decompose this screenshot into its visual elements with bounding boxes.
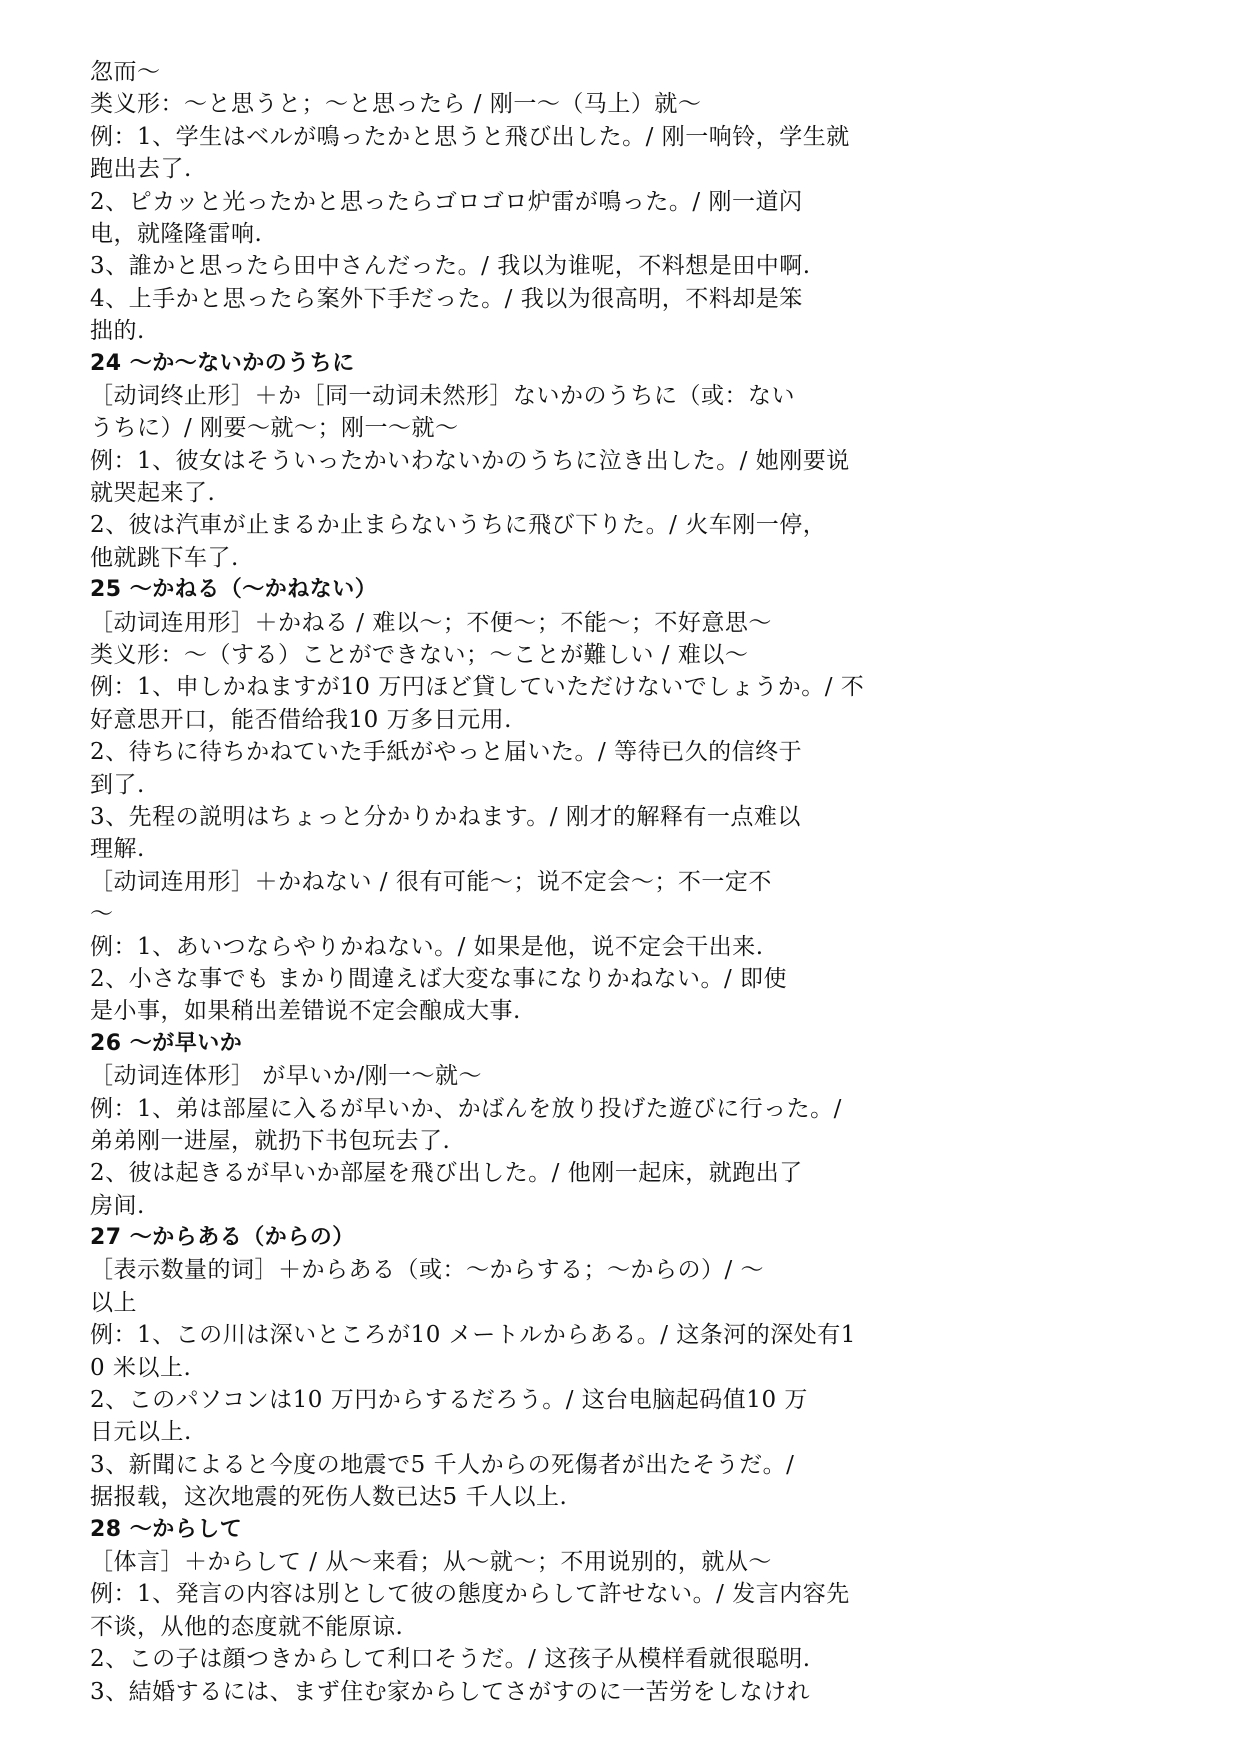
text-line: 4、上手かと思ったら案外下手だった。/ 我以为很高明，不料却是笨: [90, 285, 803, 312]
text-line: 3、誰かと思ったら田中さんだった。/ 我以为谁呢，不料想是田中啊.: [90, 253, 811, 280]
text-line: 拙的.: [90, 318, 145, 345]
text-line: 3、結婚するには、まず住む家からしてさがすのに一苦労をしなけれ: [90, 1678, 811, 1705]
text-line: 例：1、弟は部屋に入るが早いか、かばんを放り投げた遊びに行った。/: [90, 1095, 842, 1122]
text-line: ［动词终止形］＋か［同一动词未然形］ないかのうちに（或：ない: [90, 382, 795, 409]
text-line: 日元以上.: [90, 1419, 192, 1446]
text-line: 类义形：～と思うと；～と思ったら / 刚一～（马上）就～: [90, 91, 702, 118]
text-line: 跑出去了.: [90, 156, 192, 183]
text-line: 2、この子は顔つきからして利口そうだ。/ 这孩子从模样看就很聪明.: [90, 1646, 811, 1673]
text-line: 2、ピカッと光ったかと思ったらゴロゴロ炉雷が鳴った。/ 刚一道闪: [90, 188, 803, 215]
text-line: 以上: [90, 1289, 137, 1316]
text-line: 例：1、発言の内容は別として彼の態度からして許せない。/ 发言内容先: [90, 1581, 850, 1608]
text-line: 是小事，如果稍出差错说不定会酿成大事.: [90, 998, 521, 1025]
text-line: 弟弟刚一进屋，就扔下书包玩去了.: [90, 1127, 451, 1154]
text-line: 类义形：～（する）ことができない；～ことが難しい / 难以～: [90, 642, 749, 669]
text-line: 就哭起来了.: [90, 480, 216, 507]
text-line: 忽而～: [90, 59, 161, 85]
text-line: 例：1、学生はベルが鳴ったかと思うと飛び出した。/ 刚一响铃，学生就: [90, 123, 850, 150]
text-line: ［动词连用形］＋かねる / 难以～；不便～；不能～；不好意思～: [90, 609, 772, 636]
text-line: 2、彼は起きるが早いか部屋を飛び出した。/ 他刚一起床，就跑出了: [90, 1160, 803, 1187]
text-line: 例：1、この川は深いところが10 メートルからある。/ 这条河的深处有1: [90, 1322, 856, 1349]
text-line: 例：1、申しかねますが10 万円ほど貸していただけないでしょうか。/ 不: [90, 674, 865, 701]
section-heading: 26 ～が早いか: [90, 1030, 243, 1056]
text-line: 据报载，这次地震的死伤人数已达5 千人以上.: [90, 1484, 568, 1511]
text-line: 2、このパソコンは10 万円からするだろう。/ 这台电脑起码值10 万: [90, 1387, 808, 1414]
text-line: 他就跳下车了.: [90, 544, 239, 571]
document-page: [90, 56, 1140, 1708]
text-line: ［动词连用形］＋かねない / 很有可能～；说不定会～；不一定不: [90, 868, 772, 895]
section-heading: 24 ～か～ないかのうちに: [90, 350, 355, 376]
text-line: ［表示数量的词］＋からある（或：～からする；～からの）/ ～: [90, 1257, 765, 1284]
text-line: 房间.: [90, 1192, 145, 1219]
section-heading: 25 ～かねる（～かねない）: [90, 577, 378, 603]
text-line: 不谈，从他的态度就不能原谅.: [90, 1613, 404, 1640]
text-line: 理解.: [90, 836, 145, 863]
text-line: 到了.: [90, 771, 145, 798]
text-line: うちに）/ 刚要～就～；刚一～就～: [90, 415, 459, 442]
section-heading: 28 ～からして: [90, 1516, 243, 1542]
text-line: 电，就隆隆雷响.: [90, 220, 263, 247]
text-line: 例：1、あいつならやりかねない。/ 如果是他，说不定会干出来.: [90, 933, 764, 960]
text-line: 2、小さな事でも まかり間違えば大変な事になりかねない。/ 即使: [90, 965, 788, 992]
text-line: 2、彼は汽車が止まるか止まらないうちに飛び下りた。/ 火车刚一停，: [90, 512, 827, 539]
text-line: 2、待ちに待ちかねていた手紙がやっと届いた。/ 等待已久的信终于: [90, 739, 803, 766]
section-heading: 27 ～からある（からの）: [90, 1225, 355, 1251]
text-line: ［动词连体形］ が早いか/刚一～就～: [90, 1063, 483, 1090]
text-line: 0 米以上.: [90, 1354, 192, 1381]
text-line: 好意思开口，能否借给我10 万多日元用.: [90, 706, 512, 733]
text-line: ～: [90, 901, 114, 928]
text-line: ［体言］＋からして / 从～来看；从～就～；不用说别的，就从～: [90, 1548, 772, 1575]
text-line: 3、先程の説明はちょっと分かりかねます。/ 刚才的解释有一点难以: [90, 803, 801, 830]
text-line: 例：1、彼女はそういったかいわないかのうちに泣き出した。/ 她刚要说: [90, 447, 850, 474]
text-line: 3、新聞によると今度の地震で5 千人からの死傷者が出たそうだ。/: [90, 1451, 795, 1478]
